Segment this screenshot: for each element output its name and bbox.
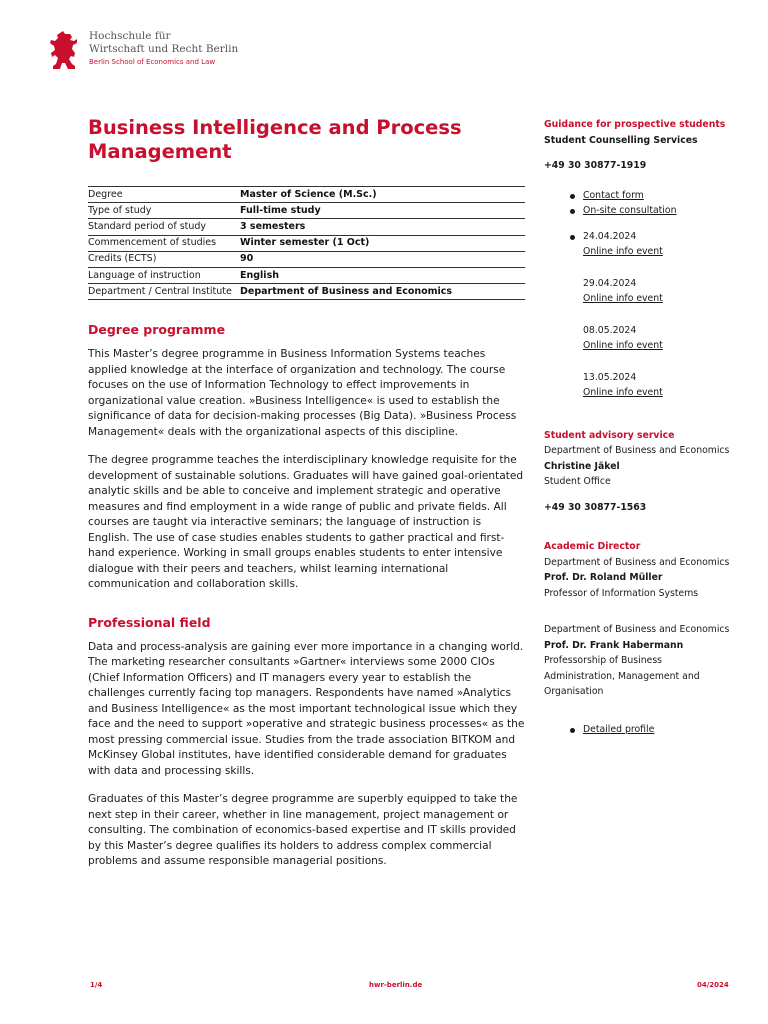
professional-field-paragraph-2: Graduates of this Master’s degree programme are superbly equipped to take the next step in their career, whether in line management, project management or consulting. The combination of economics-based expertise and IT skills provided by this Master’s degree qualifies its holders to address complex commercial problems and assume responsible managerial positions. bbox=[88, 793, 518, 868]
facts-table bbox=[88, 186, 525, 300]
logo-text-line2: Wirtschaft und Recht Berlin bbox=[89, 43, 239, 55]
professional-field-heading: Professional field bbox=[88, 614, 211, 630]
table-row bbox=[88, 284, 525, 300]
fact-value: Winter semester (1 Oct) bbox=[240, 235, 525, 251]
professional-field-paragraph-1: Data and process-analysis are gaining ever more importance in a changing world. The marketing researcher consultants »Gartner« interviews some 2000 CIOs (Chief Information Officers) and IT managers every year to establish the challenges currently facing top managers. Respondents have named »Analytics and Business Intelligence« as the most important technological issue which they face and the need to support »operative and strategic business processes« as the most pressing commercial issue. Studies from the trade association BITKOM and McKinsey Global institutes, have identified considerable demand for graduates with data and processing skills. bbox=[88, 640, 525, 777]
advisory-name: Christine Jäkel bbox=[544, 460, 620, 472]
list-item bbox=[544, 323, 734, 354]
footer-date: 04/2024 bbox=[697, 981, 729, 989]
logo-text-line1: Hochschule für bbox=[89, 30, 171, 42]
fact-label: Department / Central Institute bbox=[88, 284, 240, 300]
table-row bbox=[88, 267, 525, 283]
event-date: 24.04.2024 bbox=[583, 230, 637, 242]
table-row bbox=[88, 187, 525, 203]
contact-form-link[interactable]: Contact form bbox=[583, 189, 644, 201]
footer-site-link[interactable]: hwr-berlin.de bbox=[369, 981, 423, 989]
director-role-1: Professor of Information Systems bbox=[544, 587, 699, 599]
table-row bbox=[88, 203, 525, 219]
advisory-role: Student Office bbox=[544, 476, 611, 487]
advisory-heading: Student advisory service bbox=[544, 429, 675, 441]
fact-label: Type of study bbox=[88, 203, 240, 219]
list-item bbox=[544, 203, 734, 219]
list-item bbox=[544, 229, 734, 260]
guidance-heading: Guidance for prospective students bbox=[544, 119, 726, 130]
table-row bbox=[88, 235, 525, 251]
online-info-event-link[interactable]: Online info event bbox=[583, 387, 663, 398]
fact-label: Degree bbox=[88, 187, 240, 203]
profile-links bbox=[544, 722, 734, 738]
onsite-consultation-link[interactable]: On-site consultation bbox=[583, 205, 677, 216]
bullet-icon bbox=[570, 209, 575, 214]
fact-value: English bbox=[240, 267, 525, 283]
degree-programme-heading: Degree programme bbox=[88, 322, 226, 338]
footer-page-number: 1/4 bbox=[90, 981, 103, 989]
director-name-2: Prof. Dr. Frank Habermann bbox=[544, 639, 684, 651]
degree-programme-paragraph-1: This Master’s degree programme in Business Information Systems teaches applied knowledge at the interface of organization and technology. The course focuses on the use of Information Technology to effect improvements in organizational value creation. »Business Intelligence« is used to establish the significance of data for decision-making processes (Big Data). »Business Process Management« deals with the organizational aspects of this discipline. bbox=[88, 348, 517, 438]
online-info-event-link[interactable]: Online info event bbox=[583, 246, 663, 257]
event-date: 08.05.2024 bbox=[583, 324, 637, 336]
fact-label: Language of instruction bbox=[88, 267, 240, 283]
info-events bbox=[544, 229, 734, 401]
bullet-icon bbox=[570, 728, 575, 733]
bullet-icon bbox=[570, 194, 575, 199]
sidebar bbox=[544, 117, 734, 737]
guidance-phone: +49 30 30877-1919 bbox=[544, 160, 647, 171]
page-title: Business Intelligence and Process Management bbox=[88, 116, 462, 163]
fact-label: Commencement of studies bbox=[88, 235, 240, 251]
event-date: 29.04.2024 bbox=[583, 277, 637, 289]
fact-value: Full-time study bbox=[240, 203, 525, 219]
director-department-2: Department of Business and Economics bbox=[544, 624, 730, 635]
director-name-1: Prof. Dr. Roland Müller bbox=[544, 572, 663, 583]
advisory-department: Department of Business and Economics bbox=[544, 445, 730, 456]
list-item bbox=[544, 370, 734, 401]
table-row bbox=[88, 219, 525, 235]
guidance-links bbox=[544, 188, 734, 219]
online-info-event-link[interactable]: Online info event bbox=[583, 293, 663, 304]
bullet-icon bbox=[570, 235, 575, 240]
director-role-2: Professorship of Business Administration, Management and Organisation bbox=[544, 655, 700, 697]
detailed-profile-link[interactable]: Detailed profile bbox=[583, 723, 655, 735]
table-row bbox=[88, 251, 525, 267]
berlin-bear-icon bbox=[50, 31, 78, 69]
list-item bbox=[544, 276, 734, 307]
fact-label: Standard period of study bbox=[88, 219, 240, 235]
director-heading: Academic Director bbox=[544, 541, 641, 552]
logo bbox=[50, 28, 250, 73]
director-department-1: Department of Business and Economics bbox=[544, 556, 730, 568]
online-info-event-link[interactable]: Online info event bbox=[583, 340, 663, 351]
logo-text-line3: Berlin School of Economics and Law bbox=[89, 58, 216, 66]
guidance-name: Student Counselling Services bbox=[544, 134, 698, 146]
fact-value: Master of Science (M.Sc.) bbox=[240, 187, 525, 203]
fact-label: Credits (ECTS) bbox=[88, 251, 240, 267]
list-item bbox=[544, 722, 734, 738]
main-content bbox=[88, 116, 526, 883]
list-item bbox=[544, 188, 734, 204]
event-date: 13.05.2024 bbox=[583, 371, 637, 383]
fact-value: 90 bbox=[240, 251, 525, 267]
advisory-phone: +49 30 30877-1563 bbox=[544, 501, 647, 513]
degree-programme-paragraph-2: The degree programme teaches the interdisciplinary knowledge requisite for the development of sustainable solutions. Graduates will have gained goal-orientated analytic skills and be able to conceive and implement strategic and operative measures and find employment in a wide range of public and private fields. All courses are taught via interactive seminars; the language of instruction is English. The use of case studies enables students to gather practical and first-hand experience. Working in small groups enables students to enter intensive dialogue with their peers and teachers, whilst learning international communication and collaboration skills. bbox=[88, 454, 524, 591]
fact-value: Department of Business and Economics bbox=[240, 284, 525, 300]
fact-value: 3 semesters bbox=[240, 219, 525, 235]
